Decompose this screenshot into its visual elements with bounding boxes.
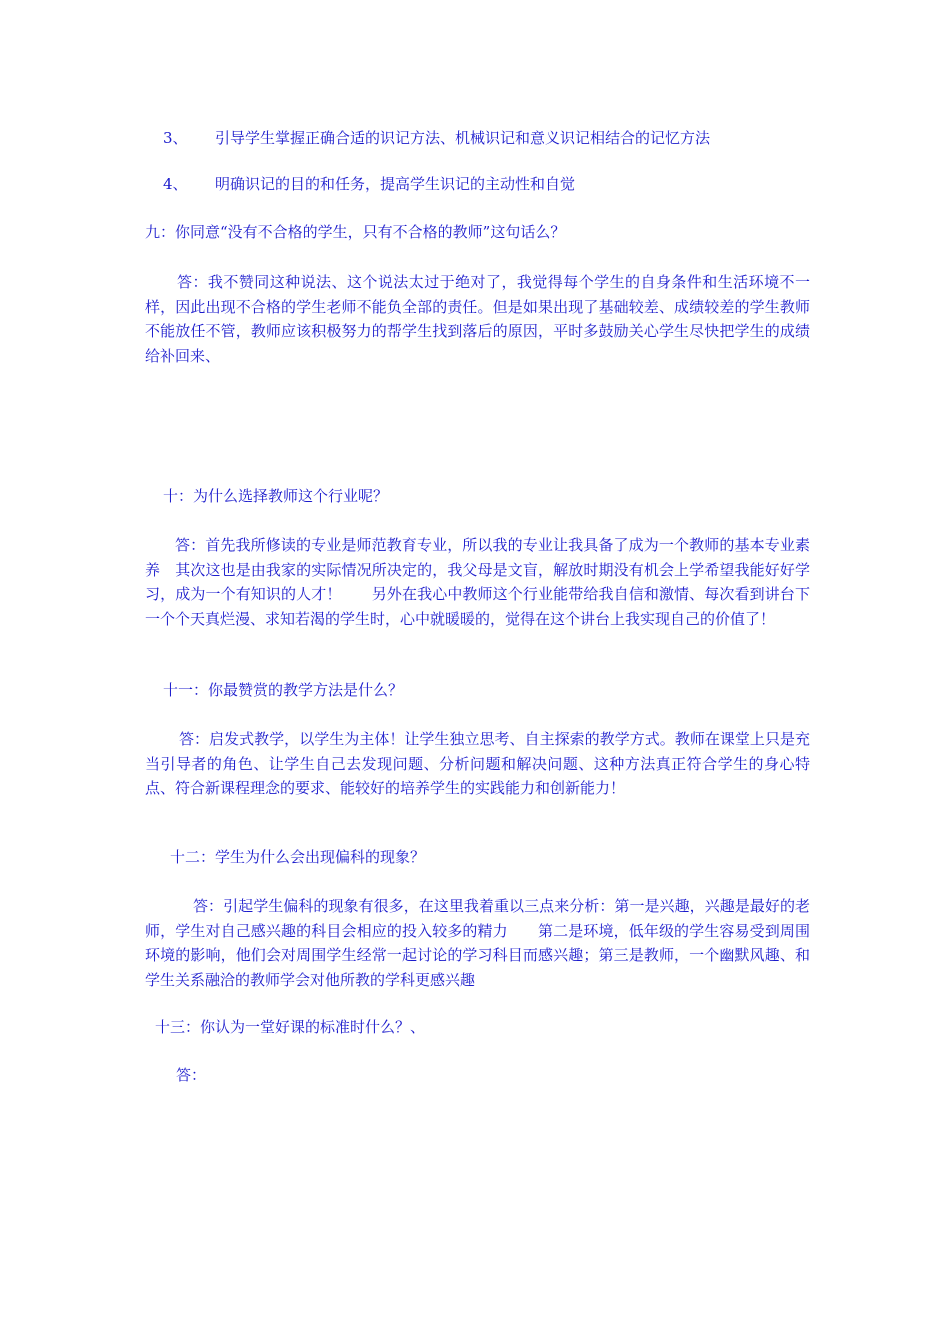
answer-11: 答：启发式教学，以学生为主体！让学生独立思考、自主探索的教学方式。教师在课堂上只是充当引导者的角色、让学生自己去发现问题、分析问题和解决问题、这种方法真正符合学生的身心特点、符合新课程理念的要求、能较好的培养学生的实践能力和创新能力！	[145, 730, 810, 797]
list-item-4	[163, 173, 575, 196]
question-9: 九：你同意“没有不合格的学生，只有不合格的教师”这句话么？	[145, 223, 566, 241]
list-item-text: 明确识记的目的和任务，提高学生识记的主动性和自觉	[215, 175, 576, 193]
question-11: 十一：你最赞赏的教学方法是什么？	[163, 681, 404, 699]
answer-9: 答：我不赞同这种说法、这个说法太过于绝对了，我觉得每个学生的自身条件和生活环境不一样，因此出现不合格的学生老师不能负全部的责任。但是如果出现了基础较差、成绩较差的学生教师不能放任不管，教师应该积极努力的帮学生找到落后的原因，平时多鼓励关心学生尽快把学生的成绩给补回来、	[145, 273, 810, 365]
list-item-number: 3、	[163, 129, 188, 147]
question-12: 十二：学生为什么会出现偏科的现象？	[170, 848, 426, 866]
list-item-text: 引导学生掌握正确合适的识记方法、机械识记和意义识记相结合的记忆方法	[215, 129, 711, 147]
answer-13: 答：	[176, 1066, 207, 1084]
answer-12: 答：引起学生偏科的现象有很多，在这里我着重以三点来分析：第一是兴趣，兴趣是最好的老师，学生对自己感兴趣的科目会相应的投入较多的精力 第二是环境，低年级的学生容易受到周围环境的影响，他们会对周围学生经常一起讨论的学习科目而感兴趣；第三是教师，一个幽默风趣、和学生关系融洽的教师学会对他所教的学科更感兴趣	[145, 897, 810, 989]
answer-10: 答：首先我所修读的专业是师范教育专业，所以我的专业让我具备了成为一个教师的基本专业素养 其次这也是由我家的实际情况所决定的，我父母是文盲，解放时期没有机会上学希望我能好好学习，成为一个有知识的人才！ 另外在我心中教师这个行业能带给我自信和激情、每次看到讲台下一个个天真烂漫、求知若渴的学生时，心中就暖暖的，觉得在这个讲台上我实现自己的价值了！	[145, 536, 810, 628]
list-item-3	[163, 127, 710, 150]
list-item-number: 4、	[163, 175, 188, 193]
question-10: 十：为什么选择教师这个行业呢？	[163, 487, 389, 505]
question-13: 十三：你认为一堂好课的标准时什么？、	[155, 1018, 426, 1036]
